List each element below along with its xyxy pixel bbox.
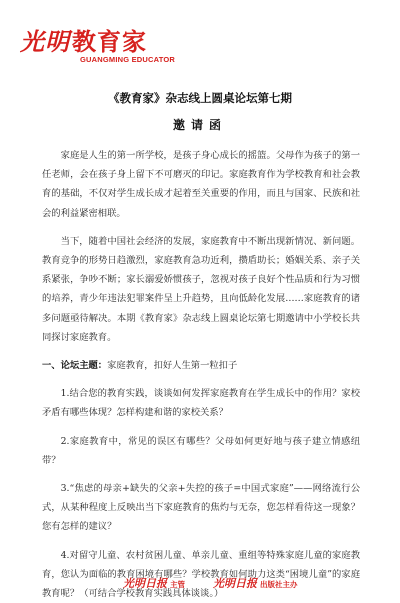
page-title: 《教育家》杂志线上圆桌论坛第七期 bbox=[108, 91, 292, 105]
logo-subtitle: GUANGMING EDUCATOR bbox=[80, 55, 175, 64]
logo-brand: 教育家 bbox=[72, 28, 147, 56]
logo-calligraphy: 光明 bbox=[20, 27, 70, 56]
footer-sponsor bbox=[123, 572, 185, 591]
question-3: 3.“焦虑的母亲+缺失的父亲+失控的孩子=中国式家庭”——网络流行公式，从某种程度上反映出当下家庭教育的焦灼与无奈，您怎样看待这一现象？您有怎样的建议？ bbox=[42, 483, 360, 533]
question-1: 1.结合您的教育实践，谈谈如何发挥家庭教育在学生成长中的作用？家校矛盾有哪些体现？怎样构建和谐的家校关系？ bbox=[42, 388, 360, 419]
page-subtitle: 邀请函 bbox=[172, 118, 227, 132]
question-2: 2.家庭教育中，常见的误区有哪些？父母如何更好地与孩子建立情感纽带？ bbox=[42, 435, 360, 466]
footer-role-2: 出版社主办 bbox=[260, 580, 298, 589]
footer-paper-2: 光明日报 bbox=[213, 577, 257, 590]
document-body bbox=[42, 146, 360, 603]
question-4: 4.对留守儿童、农村贫困儿童、单亲儿童、重组等特殊家庭儿童的家庭教育，您认为面临的教育困境有哪些？学校教育如何助力这类“困境儿童”的家庭教育呢？（可结合学校教育实践具体谈谈。） bbox=[42, 549, 360, 600]
footer-paper-1: 光明日报 bbox=[123, 577, 167, 590]
forum-topic-label: 一、论坛主题： bbox=[42, 360, 108, 372]
footer bbox=[0, 572, 400, 590]
footer-role-1: 主管 bbox=[170, 580, 185, 589]
paragraph-background: 当下，随着中国社会经济的发展，家庭教育中不断出现新情况、新问题。教育竞争的形势日趋激烈，家庭教育急功近利，攒盾助长；婚姻关系、亲子关系紧张，争吵不断；家长溺爱娇惯孩子，忽视对孩子良好个性品质和行为习惯的培养，青少年违法犯罪案件呈上升趋势，且向低龄化发展……家庭教育的诸多问题亟待解决。本期《教育家》杂志线上圆桌论坛第七期邀请中小学校长共同探讨家庭教育。 bbox=[42, 235, 360, 343]
logo-title bbox=[20, 22, 147, 57]
forum-topic-text: 家庭教育，扣好人生第一粒扣子 bbox=[107, 360, 238, 372]
brand-logo bbox=[20, 22, 240, 72]
footer-publisher bbox=[213, 572, 298, 591]
paragraph-intro: 家庭是人生的第一所学校，是孩子身心成长的摇篮。父母作为孩子的第一任老师，会在孩子身上留下不可磨灭的印记。家庭教育作为学校教育和社会教育的基础，不仅对学生成长成才起着至关重要的作用，而且与国家、民族和社会的利益紧密相联。 bbox=[42, 150, 360, 219]
forum-topic bbox=[42, 356, 360, 375]
